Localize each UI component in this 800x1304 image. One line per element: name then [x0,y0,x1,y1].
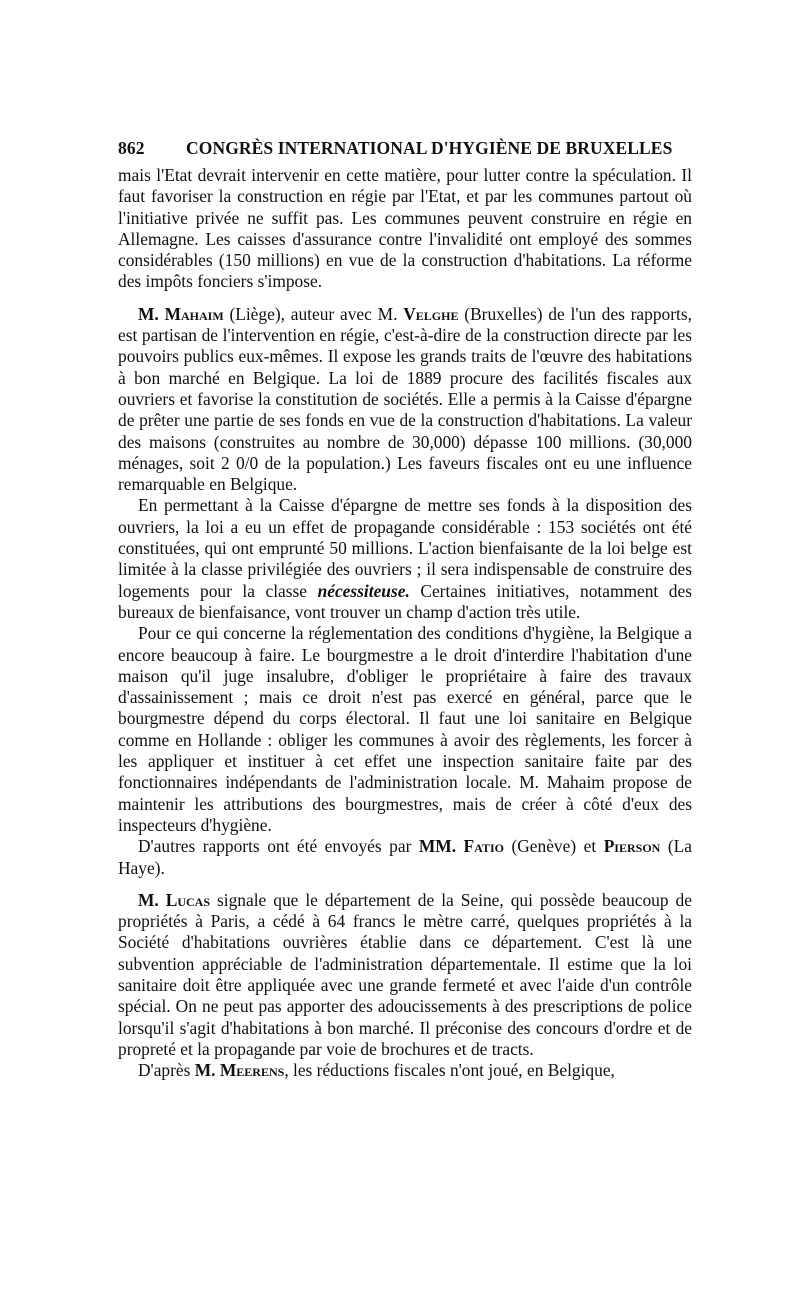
paragraph-7-m: M. [194,1060,216,1081]
speaker-name-fatio: Fatio [463,836,504,857]
paragraph-6-m: M. [138,889,159,910]
paragraph-2-m: M. [138,303,159,324]
paragraph-5-text-1: D'autres rapports ont été envoyés par [138,836,412,857]
paragraph-6-text: signale que le département de la Seine, qui possède beaucoup de propriétés à Paris, a cédé à 64 francs le mètre carré, quelques propriétés à la Société d'habitations ouvrières établie dans ce département. C'est là une subvention appréciable de l'administration départementale. Il estime que la loi sanitaire doit être appliquée avec une grande fermeté et avec l'aide d'un contrôle spécial. On ne peut pas apporter des adoucissements à des prescriptions de police lorsqu'il s'agit d'habitations à bon marché. Il préconise des concours d'ordre et de propreté et la propagande par voie de brochures et de tracts. [118,889,692,1059]
paragraph-7 [118,1060,692,1081]
paragraph-4: Pour ce qui concerne la réglementation des conditions d'hygiène, la Belgique a encore beaucoup à faire. Le bourgmestre a le droit d'interdire l'habitation d'une maison qu'il juge insalubre, d'obliger le propriétaire à faire des travaux d'assainissement ; mais ce droit n'est pas exercé en général, parce que le bourgmestre dépend du corps électoral. Il faut une loi sanitaire en Belgique comme en Hollande : obliger les communes à avoir des règlements, les forcer à les appliquer et instituer à cet effet une inspection sanitaire faite par des fonctionnaires indépendants de l'administration locale. M. Mahaim propose de maintenir les attributions des bourgmestres, mais de créer à côté d'eux des inspecteurs d'hygiène. [118,623,692,835]
paragraph-3-text-1: En permettant à la Caisse d'épargne de mettre ses fonds à la disposition des ouvriers, la loi a eu un effet de propagande considérable : 153 sociétés ont été constituées, qui ont emprunté 50 millions. L'action bienfaisante de la loi belge est limitée à la classe privilégiée des ouvriers ; il sera indispensable de construire des logements pour la classe [118,495,692,601]
running-title: CONGRÈS INTERNATIONAL D'HYGIÈNE DE BRUXELLES [186,138,673,158]
paragraph-2-text-1: (Liège), auteur avec M. [229,303,398,324]
paragraph-3-emphasis: nécessiteuse. [317,580,410,601]
paragraph-1: mais l'Etat devrait intervenir en cette matière, pour lutter contre la spéculation. Il faut favoriser la construction en régie par l'Etat, et par les communes partout où l'initiative privée ne suffit pas. Les communes peuvent construire en régie en Allemagne. Les caisses d'assurance contre l'invalidité ont employé des sommes considérables (150 millions) en vue de la construction d'habitations. La réforme des impôts fonciers s'impose. [118,165,692,292]
paragraph-5 [118,836,692,879]
paragraph-5-text-2: (Genève) et [511,836,597,857]
paragraph-3-text-2: Certaines initiatives, notamment des bureaux de bienfaisance, vont trouver un champ d'action très utile. [118,580,692,622]
speaker-name-meerens: Meerens [219,1060,285,1081]
speaker-name-mahaim: Mahaim [164,303,224,324]
paragraph-2-text-2: (Bruxelles) de l'un des rapports, est partisan de l'intervention en régie, c'est-à-dire de la construction directe par les pouvoirs publics eux-mêmes. Il expose les grands traits de l'œuvre des habitations à bon marché en Belgique. La loi de 1889 procure des facilités fiscales aux ouvriers et favorise la constitution de sociétés. Elle a permis à la Caisse d'épargne de prêter une partie de ses fonds en vue de la construction d'habitations. La valeur des maisons (construites au nombre de 30,000) dépasse 100 millions. (30,000 ménages, soit 2 0/0 de la population.) Les faveurs fiscales ont eu une influence remarquable en Belgique. [118,303,692,495]
speaker-name-pierson: Pierson [603,836,661,857]
paragraph-3 [118,495,692,623]
paragraph-2 [118,304,692,496]
paragraph-7-text-1: D'après [138,1060,191,1081]
paragraph-6 [118,890,692,1060]
speaker-name-lucas: Lucas [165,889,211,910]
page [118,138,692,1081]
page-number: 862 [118,138,145,158]
speaker-name-velghe: Velghe [403,303,459,324]
running-header [118,138,692,159]
paragraph-5-text-3: (La Haye). [118,836,692,878]
paragraph-5-mm: MM. [418,836,457,857]
paragraph-7-text-2: , les réductions fiscales n'ont joué, en Belgique, [284,1060,615,1081]
